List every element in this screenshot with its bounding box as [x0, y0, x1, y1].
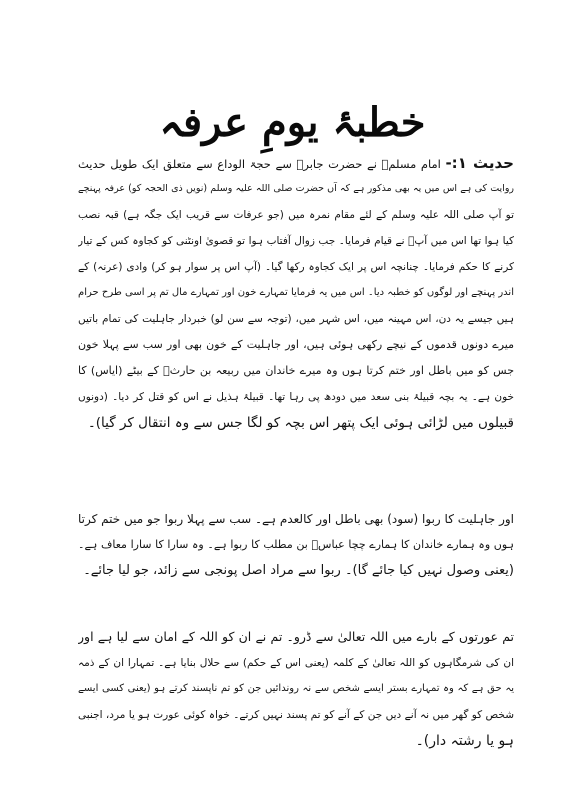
- text-line: میرے دونوں قدموں کے نیچے رکھی ہوئی ہیں، اور جاہلیت کے خون بھی اور سب سے پہلا خون: [78, 338, 514, 351]
- hadith-label: حدیث ۱:-: [445, 154, 514, 172]
- text-line: یہ حق ہے کہ وہ تمہارے بستر ایسے شخص سے نہ روندائیں جن کو تم ناپسند کرتے ہو (یعنی کسی ایسے: [78, 683, 514, 694]
- text-line: (یعنی وصول نہیں کیا جائے گا)۔ ربوا سے مراد اصل پونجی سے زائد، جو لیا جائے۔: [83, 563, 514, 578]
- text-line: اور جاہلیت کا ربوا (سود) بھی باطل اور کالعدم ہے۔ سب سے پہلا ربوا جو میں ختم کرتا: [78, 512, 514, 526]
- text-line: خون ہے۔ یہ بچہ قبیلۂ بنی سعد میں دودھ پی رہا تھا۔ قبیلۂ ہذیل نے اس کو قتل کر دیا۔ (دونوں: [78, 391, 514, 403]
- paragraph-hadith-1: [78, 150, 514, 436]
- paragraph-riba: [78, 506, 514, 584]
- text-line: تم عورتوں کے بارے میں اللہ تعالیٰ سے ڈرو۔ تم نے ان کو اللہ کے امان سے لیا ہے اور: [78, 629, 514, 644]
- text-line: کرنے کا حکم فرمایا۔ چنانچہ اس پر ایک کجاوہ رکھا گیا۔ (آپ اس پر سوار ہو کر) وادی (عرنہ) کے: [78, 261, 514, 273]
- text-line: جس کو میں باطل اور ختم کرتا ہوں وہ میرے خاندان میں ربیعہ بن حارثؓ کے بیٹے (ایاس) کا: [78, 364, 514, 377]
- text-line: تو آپ صلی اللہ علیہ وسلم کے لئے مقام نمرہ میں (جو عرفات سے قریب ایک جگہ ہے) قبہ نصب: [78, 209, 514, 221]
- text-line: ان کی شرمگاہوں کو اللہ تعالیٰ کے کلمہ (یعنی اس کے حکم) سے حلال بنایا ہے۔ تمہارا ان کے ذمہ: [78, 657, 514, 669]
- page-title: خطبۂ یومِ عرفہ: [159, 99, 426, 146]
- text-line: ہوں وہ ہمارے خاندان کا ہمارے چچا عباسؓ بن مطلب کا ربوا ہے۔ وہ سارا کا سارا معاف ہے۔: [78, 538, 514, 551]
- paragraph-women: [78, 624, 514, 754]
- text-line: ہیں جیسے یہ دن، اس مہینہ میں، اس شہر میں، (توجہ سے سن لو) خبردار جاہلیت کی تمام باتیں: [78, 313, 514, 325]
- text-line: روایت کی ہے اس میں یہ بھی مذکور ہے کہ آں حضرت صلی اللہ علیہ وسلم (نویں ذی الحجہ کو) عرفہ پہنچے: [78, 183, 514, 194]
- text-line: ہو یا رشتہ دار)۔: [415, 733, 514, 749]
- text-line: اندر پہنچے اور لوگوں کو خطبہ دیا۔ اس میں یہ فرمایا تمہارے خون اور تمہارے مال تم پر اسی طرح حرام: [78, 287, 514, 298]
- text-line: قبیلوں میں لڑائی ہوئی ایک پتھر اس بچہ کو لگا جس سے وہ انتقال کر گیا)۔: [87, 415, 514, 431]
- text-line: شخص کو گھر میں نہ آنے دیں جن کے آنے کو تم پسند نہیں کرتے۔ خواہ کوئی عورت ہو یا مرد، اجنبی: [78, 709, 514, 721]
- text-line: کیا ہوا تھا اس میں آپؐ نے قیام فرمایا۔ جب زوال آفتاب ہوا تو قصویٰ اونٹنی کو کجاوہ کس کے تیار: [78, 235, 514, 247]
- text-line: حدیث ۱:- امام مسلمؒ نے حضرت جابرؓ سے حجۃ الوداع سے متعلق ایک طویل حدیث: [78, 154, 514, 172]
